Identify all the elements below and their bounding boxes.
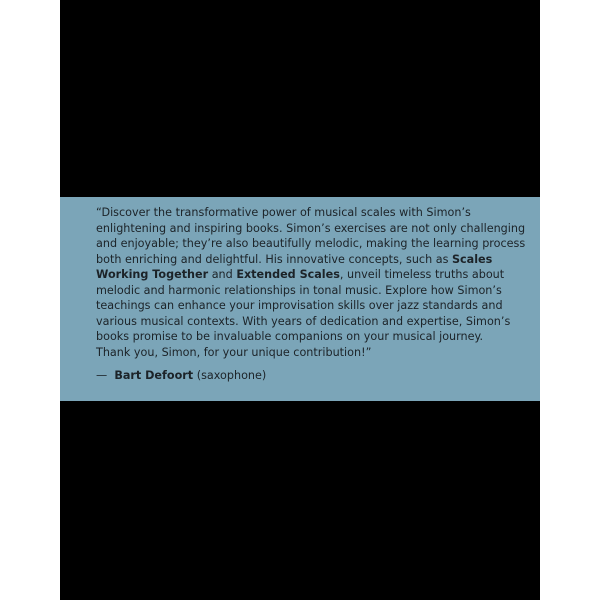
quote-line	[96, 298, 536, 314]
quote-line	[96, 236, 536, 252]
quote-line	[96, 345, 536, 361]
attribution-name: Bart Defoort	[114, 369, 194, 382]
quote-line	[96, 252, 536, 268]
quote-text: various musical contexts. With years of dedication and expertise, Simon’s	[96, 314, 511, 328]
quote-text: both enriching and delightful. His innovative concepts, such as	[96, 252, 452, 266]
quote-text: , unveil timeless truths about	[339, 268, 505, 281]
quote-bold-text: Extended Scales	[236, 268, 340, 281]
quote-text: “Discover the transformative power of musical scales with Simon’s	[96, 206, 471, 219]
quote-line	[96, 267, 536, 283]
quote-text: melodic and harmonic relationships in tonal music. Explore how Simon’s	[96, 283, 502, 297]
quote-line	[96, 205, 536, 221]
quote-line	[96, 329, 536, 345]
attribution-dash: —	[96, 369, 108, 382]
quote-text: teachings can enhance your improvisation skills over jazz standards and	[96, 299, 503, 312]
quote-line	[96, 314, 536, 330]
testimonial-attribution	[96, 369, 266, 382]
quote-text: and enjoyable; they’re also beautifully melodic, making the learning process	[96, 237, 526, 250]
quote-line	[96, 283, 536, 299]
quote-text: books promise to be invaluable companions on your musical journey.	[96, 330, 484, 343]
quote-text: Thank you, Simon, for your unique contribution!”	[96, 345, 372, 359]
quote-text: and	[208, 268, 237, 281]
quote-line	[96, 221, 536, 237]
quote-bold-text: Working Together	[96, 268, 209, 281]
testimonial-quote	[96, 205, 536, 360]
quote-text: enlightening and inspiring books. Simon’s exercises are not only challenging	[96, 221, 526, 235]
quote-bold-text: Scales	[451, 252, 493, 266]
attribution-role: (saxophone)	[196, 369, 267, 382]
